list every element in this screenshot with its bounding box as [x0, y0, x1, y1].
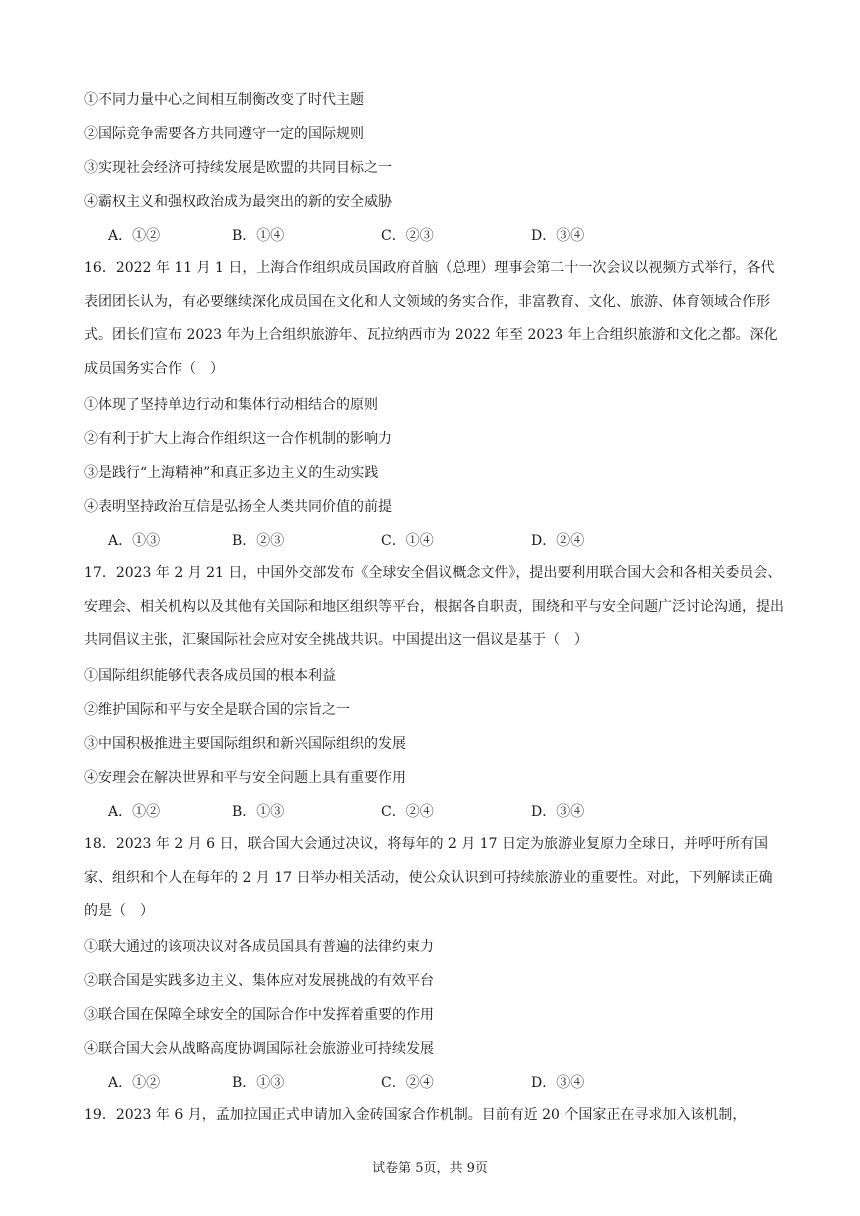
q16-stem: 16．2022 年 11 月 1 日，上海合作组织成员国政府首脑（总理）理事会第二十一次会议以视频方式举行，各代表团团长认为，有必要继续深化成员国在文化和人文领域的务实合作，非富教育、文化、旅游、体育领域合作形式。团长们宣布 2023 年为上合组织旅游年、瓦拉纳西市为 2022 年至 2023 年上合组织旅游和文化之都。深化成员国务实合作（ ） — [84, 260, 778, 378]
q15-option-4: ④霸权主义和强权政治成为最突出的新的安全威胁 — [84, 194, 392, 210]
q18-choice-d: D．③④ — [531, 1075, 585, 1091]
q18-option-3: ③联合国在保障全球安全的国际合作中发挥着重要的作用 — [84, 1007, 434, 1023]
q16-choice-a: A．①③ — [108, 533, 161, 549]
q16-choice-b: B．②③ — [232, 533, 285, 549]
q15-choice-d: D．③④ — [531, 228, 585, 244]
q16-option-3: ③是践行“上海精神”和真正多边主义的生动实践 — [84, 465, 379, 481]
q17-choice-a: A．①② — [108, 804, 161, 820]
q15-option-3: ③实现社会经济可持续发展是欧盟的共同目标之一 — [84, 160, 392, 176]
q17-option-2: ②维护国际和平与安全是联合国的宗旨之一 — [84, 702, 350, 718]
q19-stem: 19．2023 年 6 月，孟加拉国正式申请加入金砖国家合作机制。目前有近 20 个国家正在寻求加入该机制， — [84, 1107, 747, 1123]
q18-choice-a: A．①② — [108, 1075, 161, 1091]
q15-choice-b: B．①④ — [232, 228, 285, 244]
q18-option-4: ④联合国大会从战略高度协调国际社会旅游业可持续发展 — [84, 1041, 434, 1057]
q16-option-4: ④表明坚持政治互信是弘扬全人类共同价值的前提 — [84, 499, 392, 515]
q18-choice-c: C．②④ — [381, 1075, 434, 1091]
q17-option-1: ①国际组织能够代表各成员国的根本利益 — [84, 668, 336, 684]
q16-option-2: ②有利于扩大上海合作组织这一合作机制的影响力 — [84, 431, 392, 447]
q15-choice-a: A．①② — [108, 228, 161, 244]
q17-stem: 17．2023 年 2 月 21 日，中国外交部发布《全球安全倡议概念文件》，提出要利用联合国大会和各相关委员会、安理会、相关机构以及其他有关国际和地区组织等平台，根据各自职责，围绕和平与安全问题广泛讨论沟通，提出共同倡议主张，汇聚国际社会应对安全挑战共识。中国提出这一倡议是基于（ ） — [84, 565, 784, 649]
page-footer: 试卷第 5页，共 9页 — [372, 1161, 488, 1176]
q15-option-1: ①不同力量中心之间相互制衡改变了时代主题 — [84, 92, 364, 108]
q15-option-2: ②国际竞争需要各方共同遵守一定的国际规则 — [84, 126, 364, 142]
q16-option-1: ①体现了坚持单边行动和集体行动相结合的原则 — [84, 397, 378, 413]
q18-choices — [108, 1074, 748, 1092]
q18-option-1: ①联大通过的该项决议对各成员国具有普遍的法律约束力 — [84, 939, 434, 955]
q17-option-4: ④安理会在解决世界和平与安全问题上具有重要作用 — [84, 770, 406, 786]
q17-choice-c: C．②④ — [381, 804, 434, 820]
q16-choices — [108, 532, 748, 550]
q18-stem: 18．2023 年 2 月 6 日，联合国大会通过决议，将每年的 2 月 17 日定为旅游业复原力全球日，并呼吁所有国家、组织和个人在每年的 2 月 17 日举办相关活动，使公众认识到可持续旅游业的重要性。对此，下列解读正确的是（ ） — [84, 836, 773, 920]
q17-option-3: ③中国积极推进主要国际组织和新兴国际组织的发展 — [84, 736, 406, 752]
q18-option-2: ②联合国是实践多边主义、集体应对发展挑战的有效平台 — [84, 973, 434, 989]
q15-choices — [108, 227, 748, 245]
q16-choice-d: D．②④ — [531, 533, 585, 549]
q18-choice-b: B．①③ — [232, 1075, 285, 1091]
q15-choice-c: C．②③ — [381, 228, 434, 244]
q17-choice-b: B．①③ — [232, 804, 285, 820]
q17-choice-d: D．③④ — [531, 804, 585, 820]
q17-choices — [108, 803, 748, 821]
q16-choice-c: C．①④ — [381, 533, 434, 549]
